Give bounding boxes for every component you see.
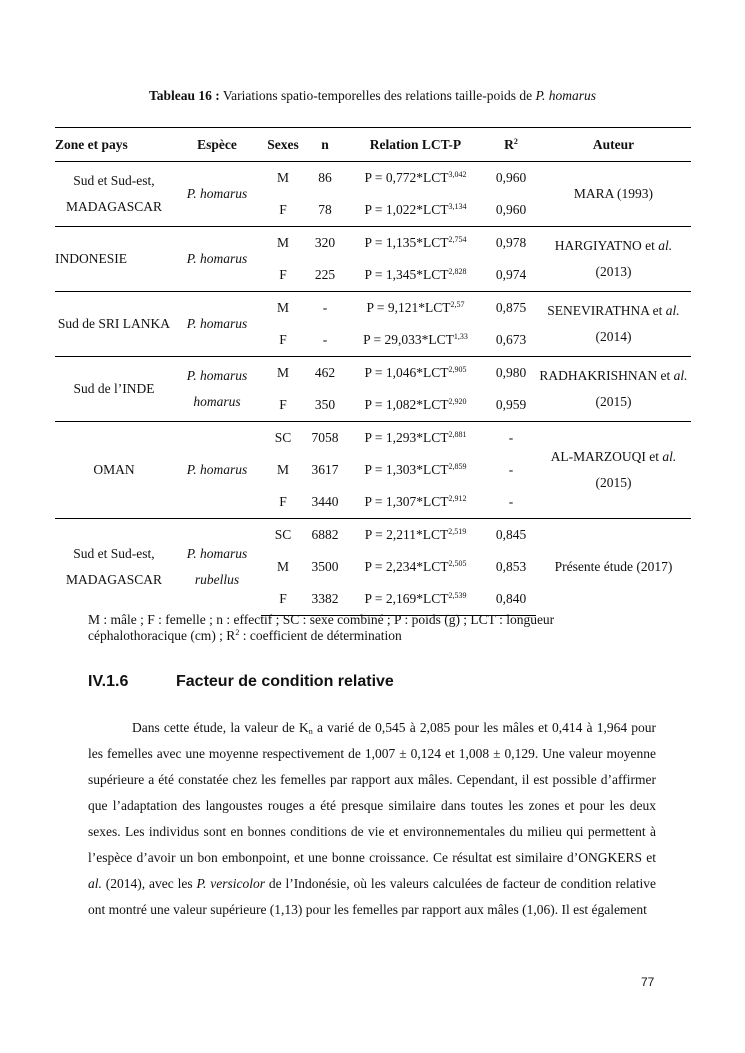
relation-coef: 1,307 — [385, 494, 417, 509]
section-title: Facteur de condition relative — [176, 673, 394, 690]
zone-cell: Sud de SRI LANKA — [55, 292, 173, 357]
relation-coef: 0,772 — [385, 170, 417, 185]
header-auteur: Auteur — [536, 128, 691, 162]
sex-cell: M — [276, 559, 289, 574]
relation-cell — [345, 259, 486, 292]
author-name: Présente étude (2017) — [554, 559, 673, 575]
n-cell: 320 — [305, 227, 345, 260]
relation-prefix: P = — [364, 430, 386, 445]
page-number: 77 — [641, 975, 655, 989]
para-sub: n — [308, 727, 313, 736]
r2-cell: 0,673 — [495, 332, 527, 347]
author-year: (2015) — [595, 475, 632, 490]
author-year: (2015) — [595, 394, 632, 409]
sex-cell: SC — [261, 519, 305, 552]
relation-exponent: 1,33 — [453, 332, 468, 341]
relation-cell — [345, 486, 486, 519]
n-cell: 78 — [318, 202, 332, 217]
author-year: (2013) — [595, 264, 632, 279]
header-relation: Relation LCT-P — [345, 128, 486, 162]
r2-cell: 0,875 — [486, 292, 536, 325]
author-cell — [536, 292, 691, 357]
sex-cell: F — [279, 332, 287, 347]
sex-cell: M — [261, 227, 305, 260]
relation-coef: 2,211 — [386, 527, 416, 542]
relation-prefix: P = — [364, 170, 386, 185]
relation-exponent: 2,505 — [448, 559, 467, 568]
r2-cell: - — [508, 462, 514, 477]
author-cell — [536, 162, 691, 227]
species-cell: P. homarus — [173, 292, 261, 357]
relation-mid: *LCT — [416, 527, 449, 542]
relation-exponent: 2,828 — [448, 267, 467, 276]
r2-cell: - — [508, 494, 514, 509]
relation-coef: 2,169 — [385, 591, 417, 606]
relation-prefix: P = — [364, 365, 386, 380]
r2-cell: 0,974 — [495, 267, 527, 282]
relation-mid: *LCT — [416, 591, 449, 606]
table-row — [55, 357, 691, 390]
n-cell: 7058 — [305, 422, 345, 455]
para-s3: (2014), avec les — [101, 876, 197, 891]
para-s4: de l’Indonésie, où les valeurs calculées de facteur de condition relative ont montré une valeur supérieure (1,13) pour les femelles par rapport aux mâles (1,06). Il est également — [88, 876, 657, 917]
n-cell: 3382 — [305, 583, 345, 616]
relation-prefix: P = — [364, 494, 386, 509]
relation-coef: 29,033 — [384, 332, 422, 347]
n-cell: 3617 — [311, 462, 339, 477]
relation-cell — [345, 454, 486, 486]
zone-cell: Sud et Sud-est, MADAGASCAR — [55, 519, 173, 616]
relation-cell — [345, 551, 486, 583]
caption-text: Variations spatio-temporelles des relations taille-poids de — [219, 88, 536, 103]
relation-mid: *LCT — [416, 494, 449, 509]
r2-cell: 0,960 — [495, 202, 527, 217]
n-cell: - — [322, 332, 328, 347]
species-cell: P. homarus — [173, 162, 261, 227]
sex-cell: F — [279, 494, 287, 509]
relation-exponent: 2,905 — [448, 365, 467, 374]
relation-exponent: 2,539 — [448, 591, 467, 600]
relation-exponent: 3,134 — [448, 202, 467, 211]
para-i1: al. — [88, 876, 102, 891]
relation-cell — [345, 422, 486, 455]
legend-part1: M : mâle ; F : femelle ; n : effectif ; SC : sexe combiné ; P : poids (g) ; LCT : longueur céphalothoracique (cm) ; R — [88, 612, 555, 643]
relation-exponent: 2,519 — [448, 527, 467, 536]
header-r2 — [486, 128, 536, 162]
relation-exponent: 2,912 — [448, 494, 467, 503]
sex-cell: M — [276, 462, 289, 477]
relation-coef: 1,345 — [385, 267, 417, 282]
relation-exponent: 2,920 — [448, 397, 467, 406]
relation-exponent: 3,042 — [448, 170, 467, 179]
n-cell: 3500 — [311, 559, 339, 574]
relation-prefix: P = — [364, 202, 386, 217]
zone-cell: OMAN — [55, 422, 173, 519]
length-weight-table — [55, 127, 691, 616]
r2-cell: 0,845 — [486, 519, 536, 552]
caption-species: P. homarus — [535, 88, 597, 103]
zone-cell: Sud et Sud-est, MADAGASCAR — [55, 162, 173, 227]
relation-coef: 1,022 — [385, 202, 417, 217]
table-row — [55, 422, 691, 455]
relation-mid: *LCT — [416, 397, 449, 412]
relation-exponent: 2,881 — [448, 430, 467, 439]
author-etal: al. — [662, 449, 677, 464]
relation-prefix: P = — [366, 300, 388, 315]
author-etal: al. — [673, 368, 688, 383]
table-row — [55, 519, 691, 552]
relation-mid: *LCT — [421, 332, 454, 347]
n-cell: 225 — [314, 267, 336, 282]
header-r2-exp: 2 — [513, 136, 518, 146]
sex-cell: M — [261, 357, 305, 390]
header-zone: Zone et pays — [55, 128, 173, 162]
section-heading — [88, 673, 394, 691]
author-etal: al. — [658, 238, 673, 253]
zone-cell: Sud de l’INDE — [55, 357, 173, 422]
relation-coef: 1,303 — [385, 462, 417, 477]
r2-cell: 0,980 — [486, 357, 536, 390]
table-row — [55, 162, 691, 195]
relation-prefix: P = — [364, 591, 386, 606]
author-year: (2014) — [595, 329, 632, 344]
relation-coef: 1,082 — [385, 397, 417, 412]
zone-cell: INDONESIE — [55, 227, 173, 292]
relation-mid: *LCT — [418, 300, 451, 315]
relation-cell — [345, 162, 486, 195]
sex-cell: M — [261, 162, 305, 195]
author-name: HARGIYATNO et — [554, 238, 659, 253]
relation-cell — [345, 227, 486, 260]
relation-coef: 1,135 — [385, 235, 417, 250]
relation-mid: *LCT — [416, 235, 449, 250]
n-cell: 462 — [305, 357, 345, 390]
species-cell: P. homarus homarus — [173, 357, 261, 422]
header-r2-base: R — [504, 136, 514, 152]
para-i2: P. versicolor — [196, 876, 266, 891]
relation-coef: 9,121 — [387, 300, 419, 315]
relation-mid: *LCT — [416, 202, 449, 217]
relation-mid: *LCT — [416, 267, 449, 282]
section-number: IV.1.6 — [88, 673, 129, 690]
author-name: RADHAKRISHNAN et — [539, 368, 674, 383]
relation-mid: *LCT — [416, 462, 449, 477]
relation-prefix: P = — [364, 267, 386, 282]
author-name: SENEVIRATHNA et — [547, 303, 666, 318]
author-cell — [536, 227, 691, 292]
relation-cell — [345, 357, 486, 390]
author-name: MARA (1993) — [573, 186, 654, 201]
sex-cell: F — [279, 267, 287, 282]
relation-exponent: 2,754 — [448, 235, 467, 244]
relation-mid: *LCT — [416, 365, 449, 380]
table-caption — [0, 88, 745, 104]
n-cell: 6882 — [305, 519, 345, 552]
n-cell: 3440 — [311, 494, 339, 509]
sex-cell: F — [279, 202, 287, 217]
relation-prefix: P = — [364, 462, 386, 477]
table-row — [55, 292, 691, 325]
table-legend — [88, 612, 648, 644]
header-n: n — [305, 128, 345, 162]
species-cell: P. homarus — [173, 227, 261, 292]
sex-cell: SC — [261, 422, 305, 455]
n-cell: 86 — [305, 162, 345, 195]
sex-cell: F — [261, 583, 305, 616]
table-body — [55, 162, 691, 616]
table-row — [55, 227, 691, 260]
relation-cell — [345, 194, 486, 227]
relation-cell — [345, 292, 486, 325]
para-s1: Dans cette étude, la valeur de K — [132, 720, 309, 735]
relation-mid: *LCT — [416, 430, 449, 445]
relation-cell — [345, 389, 486, 422]
body-paragraph — [88, 715, 656, 923]
relation-prefix: P = — [364, 559, 386, 574]
relation-cell — [345, 324, 486, 357]
sex-cell: M — [261, 292, 305, 325]
author-cell — [536, 357, 691, 422]
n-cell: 350 — [314, 397, 336, 412]
header-sexes: Sexes — [261, 128, 305, 162]
relation-mid: *LCT — [416, 559, 449, 574]
relation-cell — [345, 519, 486, 552]
relation-exponent: 2,57 — [450, 300, 465, 309]
caption-label: Tableau 16 : — [148, 88, 220, 103]
table-header-row — [55, 128, 691, 162]
sex-cell: F — [279, 397, 287, 412]
relation-prefix: P = — [364, 527, 387, 542]
r2-cell: 0,960 — [486, 162, 536, 195]
relation-exponent: 2,859 — [448, 462, 467, 471]
legend-part2: : coefficient de détermination — [239, 628, 402, 643]
r2-cell: 0,978 — [486, 227, 536, 260]
relation-mid: *LCT — [416, 170, 449, 185]
r2-cell: 0,853 — [495, 559, 527, 574]
relation-coef: 2,234 — [385, 559, 417, 574]
author-cell — [536, 422, 691, 519]
relation-prefix: P = — [364, 235, 386, 250]
para-s2: a varié de 0,545 à 2,085 pour les mâles et 0,414 à 1,964 pour les femelles avec une moyenne respectivement de 1,007 ± 0,124 et 1,008 ± 0,129. Une valeur moyenne supérieure a été constatée chez les femelles par rapport aux mâles. Cependant, il est possible d’affirmer que l’adaptation des langoustes rouges a été presque similaire dans toutes les zones et pour les deux sexes. Les individus sont en bonnes conditions de vie et environnementales du milieu qui permettent à l’espèce d’avoir un bon embonpoint, et une bonne croissance. Ce résultat est similaire d’ONGKERS et — [88, 720, 656, 865]
r2-cell: 0,840 — [486, 583, 536, 616]
species-cell: P. homarus — [173, 422, 261, 519]
n-cell: - — [305, 292, 345, 325]
relation-coef: 1,293 — [385, 430, 417, 445]
relation-cell — [345, 583, 486, 616]
header-espece: Espèce — [173, 128, 261, 162]
author-name: AL-MARZOUQI et — [550, 449, 663, 464]
species-cell: P. homarus rubellus — [173, 519, 261, 616]
relation-prefix: P = — [363, 332, 385, 347]
r2-cell: - — [486, 422, 536, 455]
relation-prefix: P = — [364, 397, 386, 412]
author-cell — [536, 519, 691, 616]
author-etal: al. — [665, 303, 680, 318]
relation-coef: 1,046 — [385, 365, 417, 380]
legend-sup: 2 — [235, 628, 240, 637]
r2-cell: 0,959 — [495, 397, 527, 412]
